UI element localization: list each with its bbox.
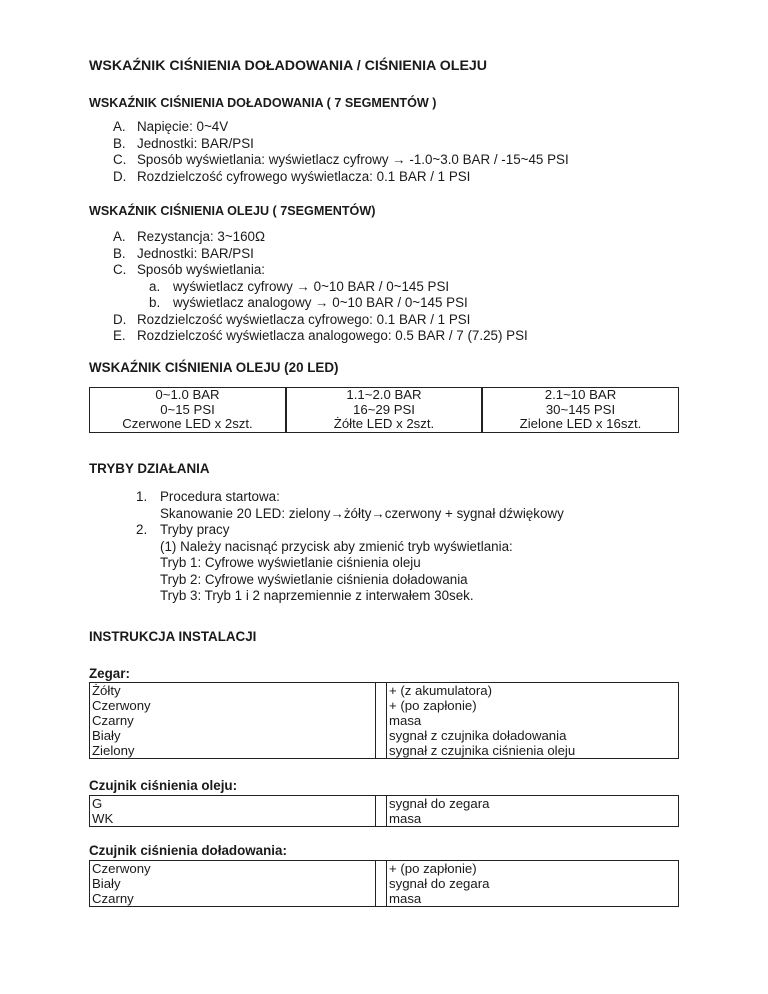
oil-sensor-table-title: Czujnik ciśnienia oleju:	[89, 778, 238, 793]
led-range-count: Zielone LED x 16szt.	[519, 416, 642, 432]
oil-heading: WSKAŹNIK CIŚNIENIA OLEJU ( 7SEGMENTÓW)	[89, 204, 376, 218]
list-text: Tryby pracy	[160, 522, 230, 537]
list-item	[160, 588, 564, 605]
list-text: Tryb 2: Cyfrowe wyświetlanie ciśnienia doładowania	[160, 571, 468, 587]
list-marker: b.	[149, 295, 161, 310]
wire-color: Czerwony	[92, 698, 151, 713]
list-text: wyświetlacz analogowy → 0~10 BAR / 0~145 PSI	[173, 295, 468, 310]
wire-function: masa	[386, 891, 678, 906]
list-text: Sposób wyświetlania:	[137, 262, 266, 277]
wire-color: Czarny	[92, 713, 134, 728]
list-item	[113, 135, 569, 153]
wire-color: Biały	[92, 728, 121, 743]
table-row	[90, 743, 678, 758]
list-item	[113, 262, 528, 279]
wire-color: Zielony	[92, 743, 135, 758]
led-range-count: Czerwone LED x 2szt.	[122, 416, 253, 432]
list-item	[136, 489, 564, 506]
list-item	[113, 229, 528, 246]
led-range-count: Żółte LED x 2szt.	[333, 416, 435, 432]
terminal: G	[92, 796, 103, 811]
wire-color: Czerwony	[92, 861, 151, 876]
wire-function: + (z akumulatora)	[386, 683, 678, 698]
list-item	[113, 119, 569, 136]
led-range-bar: 1.1~2.0 BAR	[346, 387, 422, 402]
list-item	[113, 311, 528, 329]
led-range-green	[482, 387, 679, 433]
boost-heading: WSKAŹNIK CIŚNIENIA DOŁADOWANIA ( 7 SEGMENTÓW )	[89, 96, 437, 110]
list-marker: 2.	[136, 522, 148, 537]
wire-function: + (po zapłonie)	[386, 861, 678, 876]
boost-sensor-table-title: Czujnik ciśnienia doładowania:	[89, 843, 287, 858]
list-item	[160, 555, 564, 572]
modes-list	[136, 489, 564, 605]
wire-function: sygnał do zegara	[386, 876, 678, 891]
wire-function: sygnał z czujnika doładowania	[386, 728, 678, 743]
led-range-psi: 16~29 PSI	[353, 401, 415, 417]
list-text: Napięcie: 0~4V	[137, 119, 229, 134]
wire-color: Żółty	[92, 683, 121, 698]
list-item	[113, 168, 569, 186]
oil-sensor-wiring-table	[89, 795, 679, 827]
table-row	[90, 796, 678, 811]
list-marker: D.	[113, 311, 127, 327]
list-marker: D.	[113, 168, 127, 184]
list-item	[160, 506, 564, 523]
oil-spec-list	[113, 229, 528, 345]
list-marker: a.	[149, 278, 161, 294]
clock-wiring-table	[89, 682, 679, 759]
list-item	[160, 572, 564, 589]
wire-function: masa	[386, 713, 678, 728]
table-row	[90, 861, 678, 876]
list-item	[137, 279, 528, 296]
led-range-psi: 30~145 PSI	[545, 401, 616, 417]
table-row	[90, 876, 678, 891]
list-marker: B.	[113, 135, 126, 151]
terminal-function: sygnał do zegara	[386, 796, 678, 811]
list-marker: C.	[113, 262, 127, 277]
list-item	[113, 328, 528, 345]
list-marker: A.	[113, 119, 126, 134]
list-text: Rozdzielczość wyświetlacza analogowego: 0.5 BAR / 7 (7.25) PSI	[137, 328, 528, 343]
wire-color: Biały	[92, 876, 121, 891]
table-row	[90, 811, 678, 826]
list-text: (1) Należy nacisnąć przycisk aby zmienić tryb wyświetlania:	[160, 538, 513, 554]
led-range-bar: 2.1~10 BAR	[544, 387, 617, 402]
list-item	[137, 295, 528, 312]
led-range-red	[89, 387, 286, 433]
led-range-psi: 0~15 PSI	[160, 401, 215, 417]
install-heading: INSTRUKCJA INSTALACJI	[89, 629, 257, 644]
list-item	[160, 539, 564, 556]
list-text: Rozdzielczość wyświetlacza cyfrowego: 0.1 BAR / 1 PSI	[137, 311, 471, 327]
list-marker: A.	[113, 229, 126, 244]
boost-sensor-wiring-table	[89, 860, 679, 907]
list-marker: 1.	[136, 489, 148, 504]
led-range-yellow	[286, 387, 482, 433]
list-text: Rozdzielczość cyfrowego wyświetlacza: 0.1 BAR / 1 PSI	[137, 168, 471, 184]
table-row	[90, 728, 678, 743]
table-row	[90, 698, 678, 713]
wire-function: + (po zapłonie)	[386, 698, 678, 713]
list-text: Procedura startowa:	[160, 489, 280, 504]
wire-color: Czarny	[92, 891, 134, 906]
list-text: Jednostki: BAR/PSI	[137, 245, 254, 261]
terminal: WK	[92, 811, 114, 826]
list-item	[113, 152, 569, 169]
list-marker: C.	[113, 152, 127, 167]
table-row	[90, 713, 678, 728]
list-marker: E.	[113, 328, 126, 343]
table-row	[90, 683, 678, 698]
list-text: Sposób wyświetlania: wyświetlacz cyfrowy → -1.0~3.0 BAR / -15~45 PSI	[137, 152, 569, 167]
list-text: Rezystancja: 3~160Ω	[137, 229, 265, 244]
list-item	[113, 245, 528, 263]
led-range-bar: 0~1.0 BAR	[155, 387, 220, 402]
table-row	[90, 891, 678, 906]
list-text: Jednostki: BAR/PSI	[137, 135, 254, 151]
list-text: Tryb 1: Cyfrowe wyświetlanie ciśnienia oleju	[160, 555, 421, 570]
terminal-function: masa	[386, 811, 678, 826]
modes-heading: TRYBY DZIAŁANIA	[89, 461, 210, 476]
boost-spec-list	[113, 119, 569, 185]
list-item	[136, 522, 564, 539]
list-text: Skanowanie 20 LED: zielony→żółty→czerwony + sygnał dźwiękowy	[160, 505, 564, 521]
list-text: wyświetlacz cyfrowy → 0~10 BAR / 0~145 PSI	[173, 278, 450, 294]
page-title: WSKAŹNIK CIŚNIENIA DOŁADOWANIA / CIŚNIENIA OLEJU	[89, 58, 488, 74]
list-text: Tryb 3: Tryb 1 i 2 naprzemiennie z interwałem 30sek.	[160, 588, 474, 603]
list-marker: B.	[113, 245, 126, 261]
led-heading: WSKAŹNIK CIŚNIENIA OLEJU (20 LED)	[89, 360, 339, 375]
wire-function: sygnał z czujnika ciśnienia oleju	[386, 743, 678, 758]
clock-table-title: Zegar:	[89, 666, 130, 681]
